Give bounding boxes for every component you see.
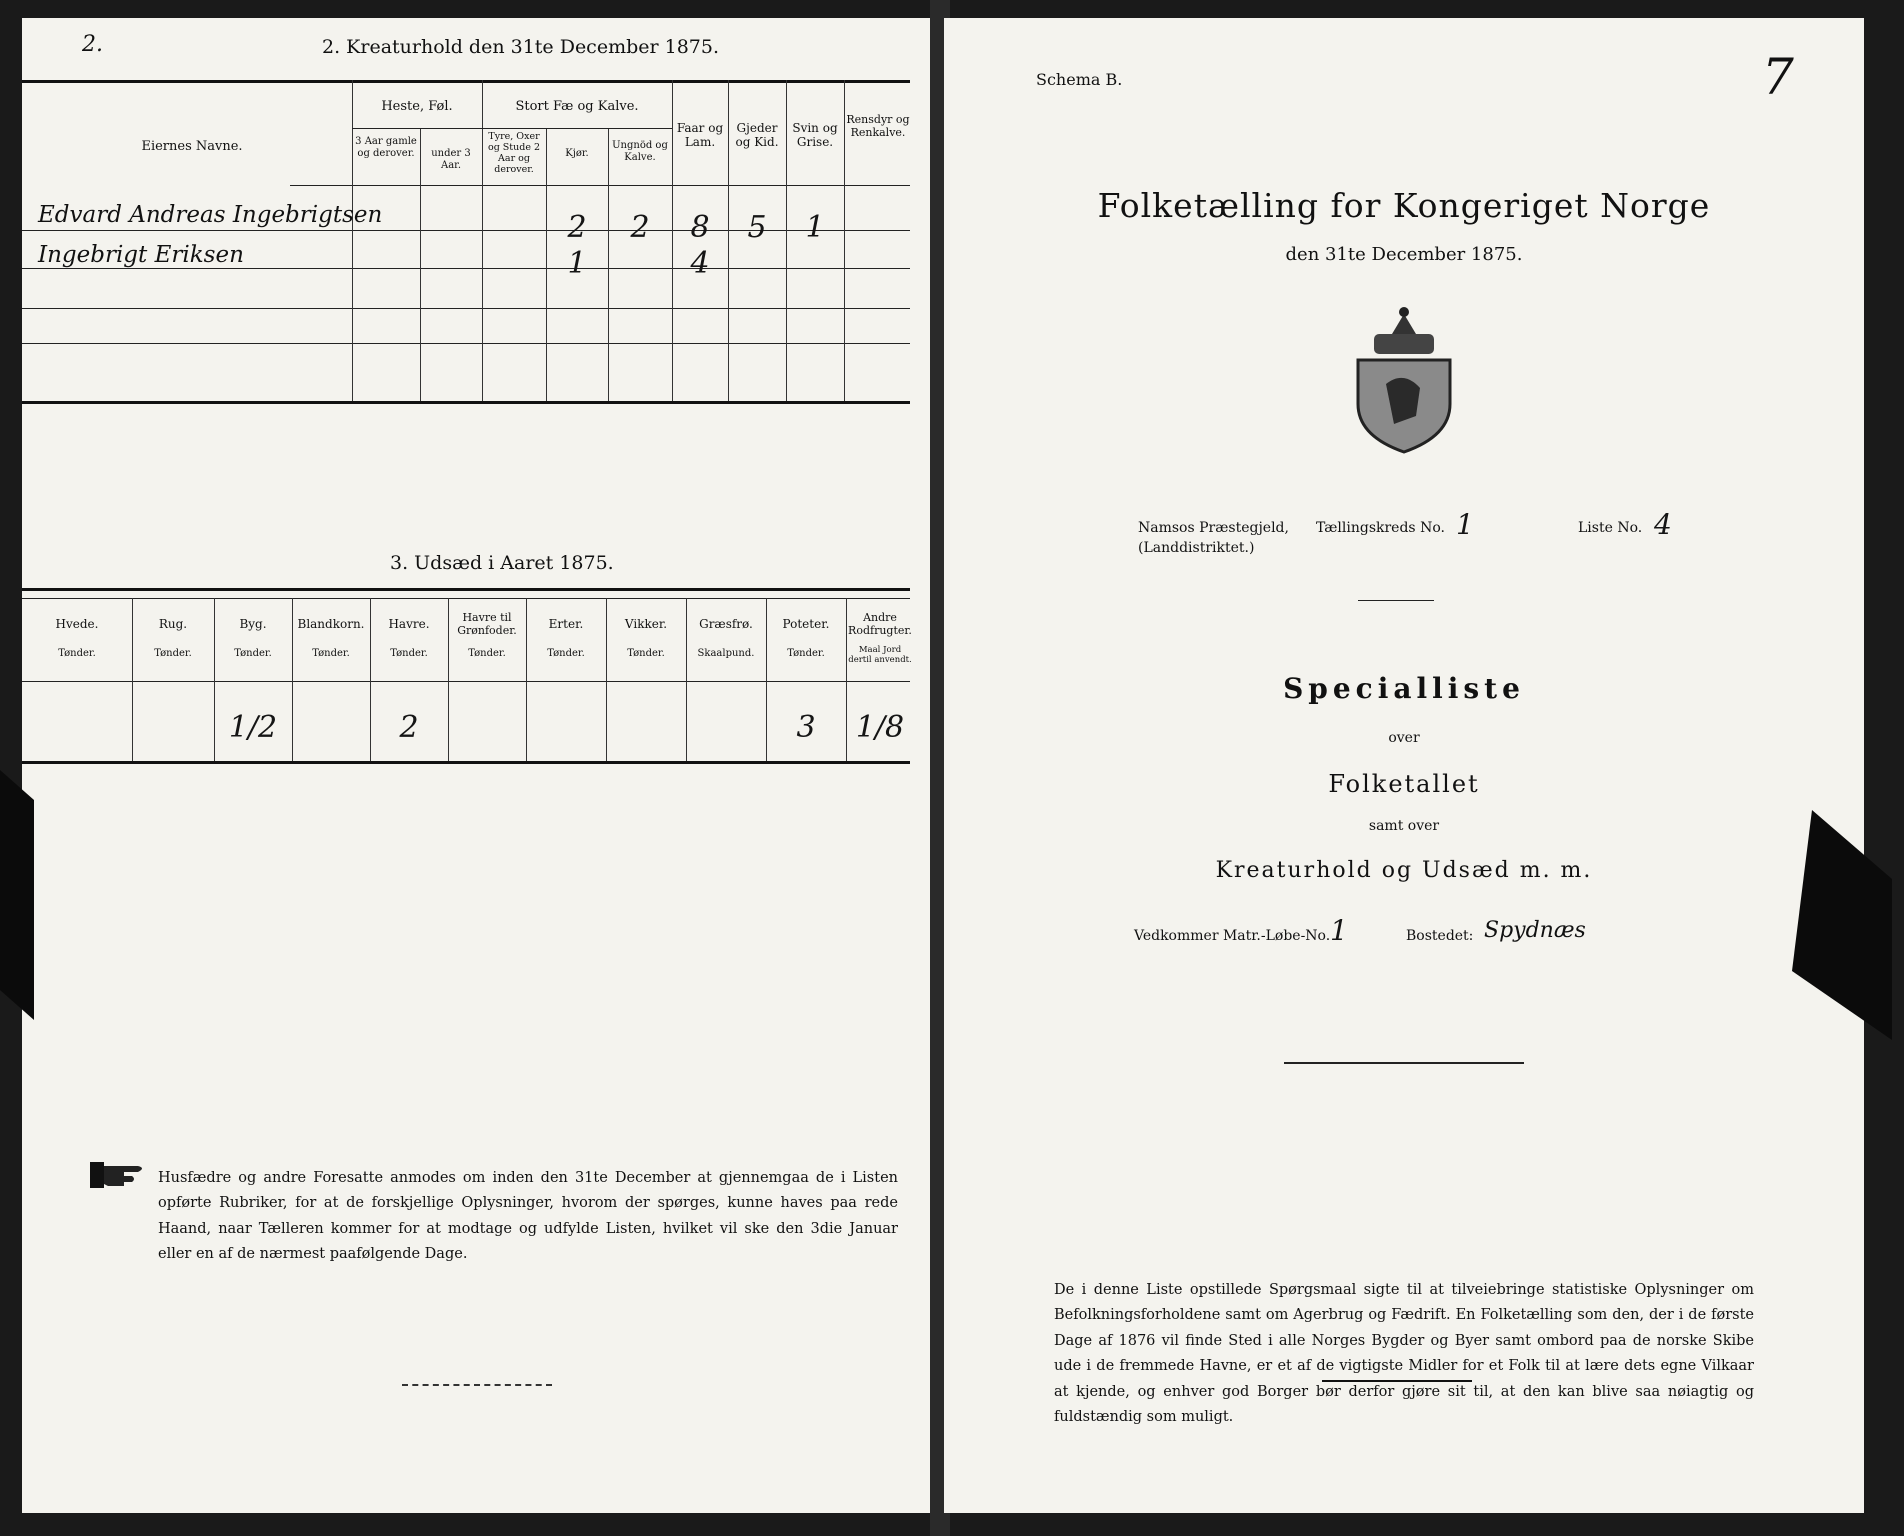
horses-header: Heste, Føl. xyxy=(381,99,453,114)
special-list-title: Specialliste xyxy=(1283,672,1525,705)
bosted-label: Bostedet: xyxy=(1406,928,1474,944)
barley-value: 1/2 xyxy=(228,710,278,745)
potatoes-value: 3 xyxy=(796,710,816,745)
rye-unit: Tønder. xyxy=(154,648,192,659)
kreatur-line: Kreaturhold og Udsæd m. m. xyxy=(1215,858,1593,883)
schema-label: Schema B. xyxy=(1036,70,1123,89)
oats-header: Havre. xyxy=(388,617,430,631)
notice-text: Husfædre og andre Foresatte anmodes om inden den 31te December at gjennemgaa de i Listen opførte Rubriker, for at de forskjellige Oplysninger, hvorom der spørges, kunne haves paa rede Haand, naar Tælleren kommer for at modtage og udfylde Listen, hvilket vil ske den 3die Januar eller en af de nærmest paafølgende Dage. xyxy=(158,1170,898,1263)
root-crops-header: Andre Rodfrugter. xyxy=(848,611,912,637)
coat-of-arms-icon xyxy=(1346,304,1462,458)
vetch-header: Vikker. xyxy=(624,617,668,631)
root-crops-value: 1/8 xyxy=(855,710,905,745)
counting-district-value: 1 xyxy=(1456,508,1474,541)
district-note: (Landdistriktet.) xyxy=(1138,540,1255,556)
wheat-unit: Tønder. xyxy=(58,648,96,659)
left-binder-clip xyxy=(0,770,34,1020)
pointing-hand-icon xyxy=(88,1158,152,1196)
cows-header: Kjør. xyxy=(565,148,589,159)
page-number: 7 xyxy=(1762,48,1794,106)
young-cattle-value-row-1: 2 xyxy=(630,210,650,245)
matr-label: Vedkommer Matr.-Løbe-No. xyxy=(1134,928,1331,944)
mixed-grain-header: Blandkorn. xyxy=(297,617,365,631)
owner-name-row-2: Ingebrigt Eriksen xyxy=(38,242,244,268)
cows-value-row-1: 2 xyxy=(567,210,587,245)
pigs-value-row-1: 1 xyxy=(805,210,825,245)
census-title: Folketælling for Kongeriget Norge xyxy=(1097,186,1711,225)
list-label: Liste No. xyxy=(1578,520,1643,536)
horses-old-header: 3 Aar gamle og derover. xyxy=(355,136,417,159)
bosted-value: Spydnæs xyxy=(1484,918,1586,943)
cows-value-row-2: 1 xyxy=(567,246,587,281)
owner-name-row-1: Edvard Andreas Ingebrigtsen xyxy=(38,202,383,228)
over-label: over xyxy=(1388,730,1420,746)
folketallet-label: Folketallet xyxy=(1328,770,1480,798)
grass-seed-unit: Skaalpund. xyxy=(697,648,755,659)
bulls-header: Tyre, Oxer og Stude 2 Aar og derover. xyxy=(487,131,541,175)
goats-value-row-1: 5 xyxy=(747,210,767,245)
rye-header: Rug. xyxy=(158,617,188,631)
green-oats-header: Havre til Grønfoder. xyxy=(457,611,517,637)
mixed-grain-unit: Tønder. xyxy=(312,648,350,659)
potatoes-unit: Tønder. xyxy=(787,648,825,659)
sheep-value-row-2: 4 xyxy=(690,246,710,281)
peas-header: Erter. xyxy=(548,617,584,631)
oats-value: 2 xyxy=(399,710,419,745)
reindeer-header: Rensdyr og Renkalve. xyxy=(846,113,910,139)
oats-unit: Tønder. xyxy=(390,648,428,659)
horses-young-header: under 3 Aar. xyxy=(431,148,471,171)
left-page xyxy=(22,18,934,1513)
sheep-value-row-1: 8 xyxy=(690,210,710,245)
peas-unit: Tønder. xyxy=(547,648,585,659)
info-paragraph: De i denne Liste opstillede Spørgsmaal sigte til at tilveiebringe statistiske Oplysninger om Befolkningsforholdene samt om Agerbrug og Fædrift. En Folketælling som den, der i de første Dage af 1876 vil finde Sted i alle Norges Bygder og Byer samt ombord paa de norske Skibe ude i de fremmede Havne, er et af de vigtigste Midler for et Folk til at lære dets egne Vilkaar at kjende, og enhver god Borger bør derfor gjøre sit til, at den kan blive saa nøiagtig og fuldstændig som muligt. xyxy=(1054,1282,1754,1425)
young-cattle-header: Ungnöd og Kalve. xyxy=(612,140,668,163)
owner-header: Eiernes Navne. xyxy=(141,139,243,154)
list-value: 4 xyxy=(1654,508,1672,541)
green-oats-unit: Tønder. xyxy=(468,648,506,659)
cattle-header: Stort Fæ og Kalve. xyxy=(515,99,639,114)
root-crops-unit: Maal Jord dertil anvendt. xyxy=(848,645,912,665)
matr-value: 1 xyxy=(1330,914,1348,947)
census-date: den 31te December 1875. xyxy=(1285,244,1523,265)
barley-unit: Tønder. xyxy=(234,648,272,659)
pigs-header: Svin og Grise. xyxy=(792,121,838,149)
wheat-header: Hvede. xyxy=(55,617,99,631)
sowing-title: 3. Udsæd i Aaret 1875. xyxy=(390,552,614,574)
livestock-title: 2. Kreaturhold den 31te December 1875. xyxy=(322,36,720,58)
right-page xyxy=(944,18,1864,1513)
counting-district-label: Tællingskreds No. xyxy=(1316,520,1445,536)
parish-label: Namsos Præstegjeld, xyxy=(1138,520,1289,536)
vetch-unit: Tønder. xyxy=(627,648,665,659)
barley-header: Byg. xyxy=(239,617,267,631)
goats-header: Gjeder og Kid. xyxy=(735,121,779,149)
grass-seed-header: Græsfrø. xyxy=(699,617,753,631)
page-corner-mark: 2. xyxy=(82,32,103,57)
samt-over-label: samt over xyxy=(1368,818,1440,834)
sheep-header: Faar og Lam. xyxy=(676,121,724,149)
potatoes-header: Poteter. xyxy=(782,617,830,631)
